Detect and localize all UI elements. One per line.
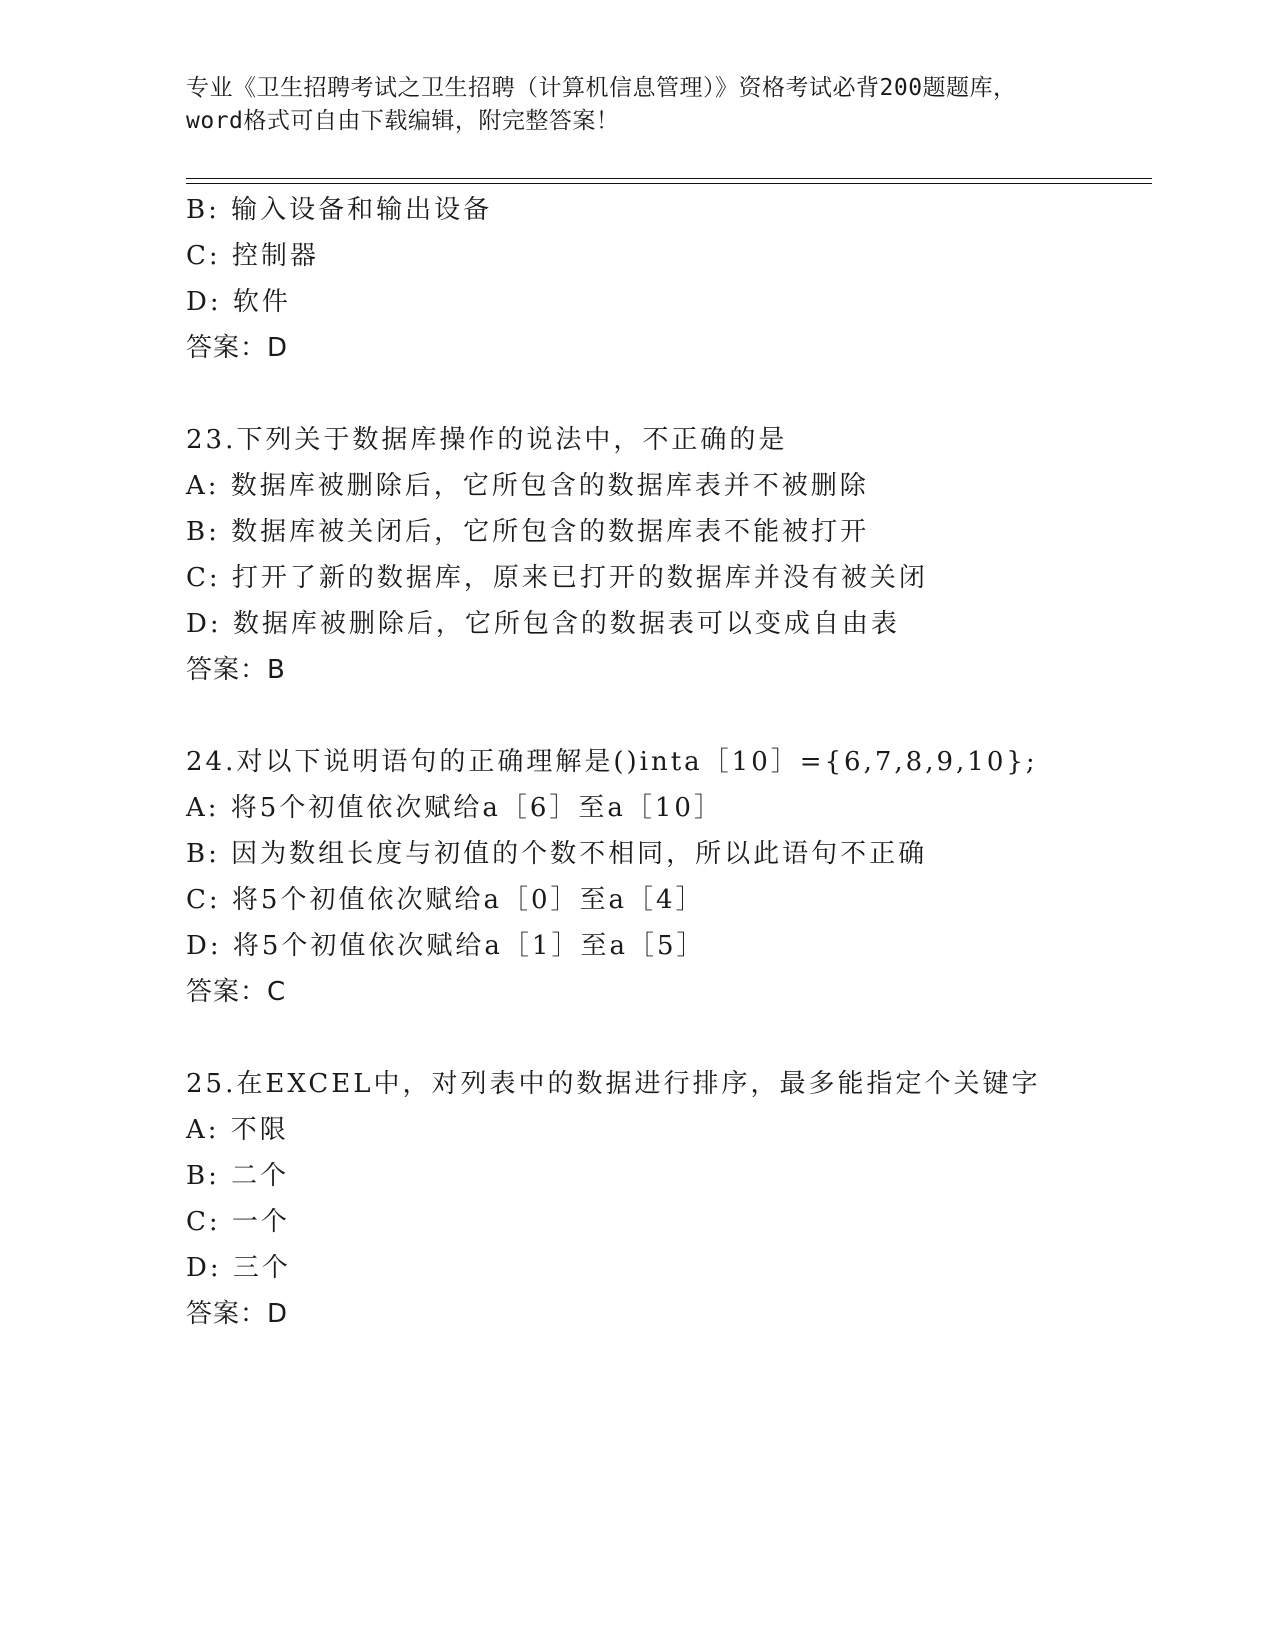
question-list	[186, 187, 1152, 1337]
option-a: A: 将5个初值依次赋给a［6］至a［10］	[186, 793, 723, 823]
spacer	[186, 1015, 1152, 1061]
option-d: D: 三个	[186, 1253, 291, 1283]
answer-line: 答案：D	[186, 333, 289, 363]
option-c: C: 打开了新的数据库，原来已打开的数据库并没有被关闭	[186, 563, 928, 593]
answer-line: 答案：D	[186, 1299, 289, 1329]
question-text: 24.对以下说明语句的正确理解是()inta［10］={6,7,8,9,10};	[186, 747, 1038, 777]
question-block-25	[186, 1061, 1152, 1337]
question-block-continued	[186, 187, 1152, 371]
question-block-23	[186, 417, 1152, 693]
document-header	[186, 72, 1086, 138]
answer-line: 答案：C	[186, 977, 287, 1007]
question-text: 23.下列关于数据库操作的说法中，不正确的是	[186, 425, 788, 455]
option-a: A: 不限	[186, 1115, 289, 1145]
header-title-line-2: word格式可自由下载编辑，附完整答案！	[186, 108, 620, 134]
option-b: B: 输入设备和输出设备	[186, 195, 493, 225]
header-title-line-1: 专业《卫生招聘考试之卫生招聘（计算机信息管理）》资格考试必背200题题库，	[186, 75, 1017, 101]
option-c: C: 控制器	[186, 241, 319, 271]
question-block-24	[186, 739, 1152, 1015]
option-b: B: 数据库被关闭后，它所包含的数据库表不能被打开	[186, 517, 870, 547]
spacer	[186, 371, 1152, 417]
option-d: D: 将5个初值依次赋给a［1］至a［5］	[186, 931, 706, 961]
header-divider-bottom	[186, 183, 1152, 184]
answer-line: 答案：B	[186, 655, 286, 685]
question-text: 25.在EXCEL中，对列表中的数据进行排序，最多能指定个关键字	[186, 1069, 1041, 1099]
option-b: B: 二个	[186, 1161, 290, 1191]
option-c: C: 将5个初值依次赋给a［0］至a［4］	[186, 885, 705, 915]
option-b: B: 因为数组长度与初值的个数不相同，所以此语句不正确	[186, 839, 928, 869]
option-c: C: 一个	[186, 1207, 290, 1237]
option-d: D: 数据库被删除后，它所包含的数据表可以变成自由表	[186, 609, 900, 639]
header-divider-top	[186, 178, 1152, 179]
spacer	[186, 693, 1152, 739]
option-d: D: 软件	[186, 287, 291, 317]
option-a: A: 数据库被删除后，它所包含的数据库表并不被删除	[186, 471, 869, 501]
